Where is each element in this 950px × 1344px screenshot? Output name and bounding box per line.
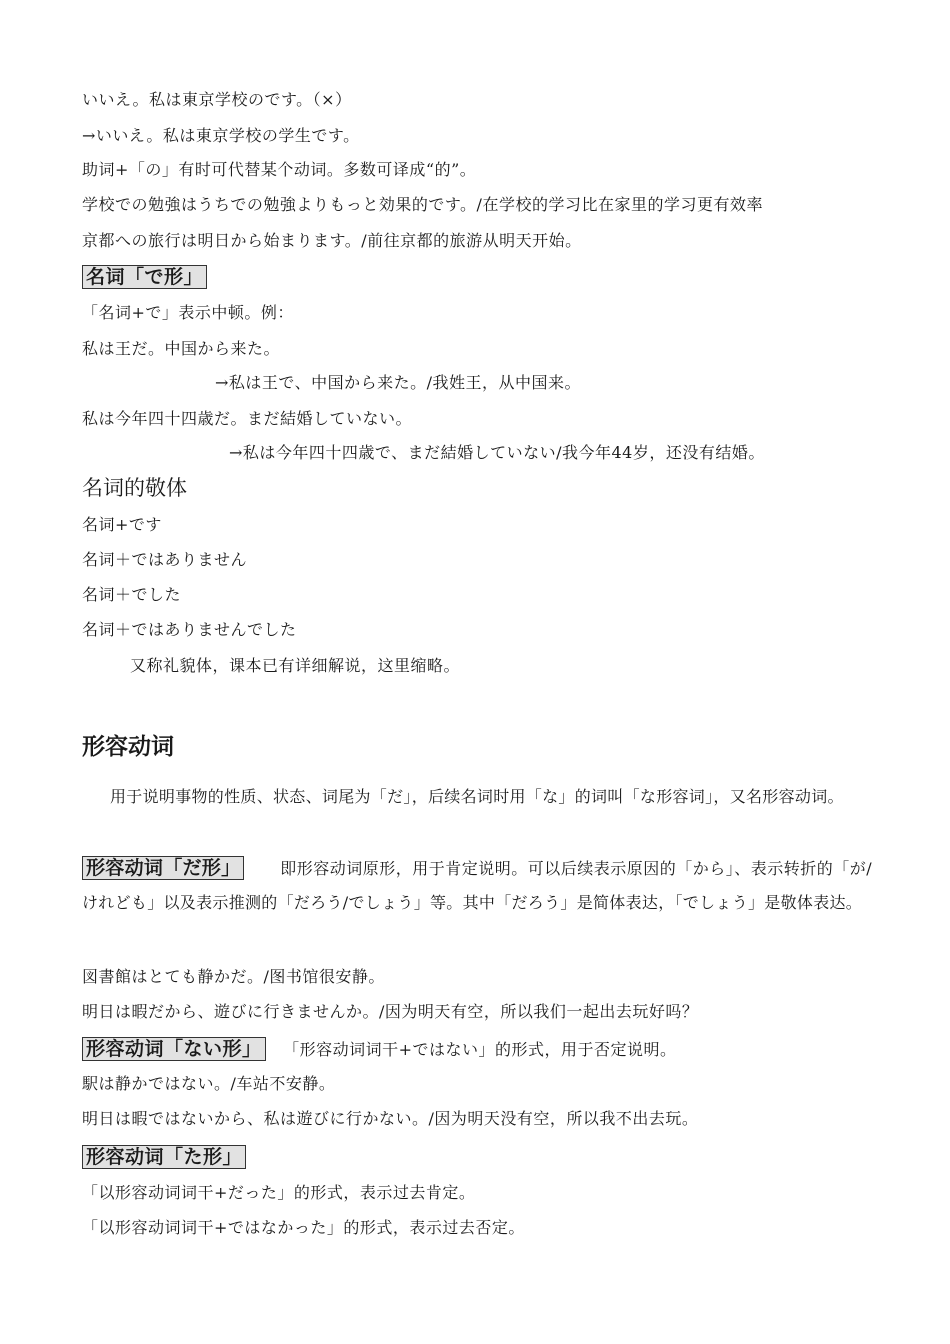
boxed-heading: 形容动词「ない形」 — [82, 1037, 266, 1061]
paragraph: 用于说明事物的性质、状态、词尾为「だ」，后续名词时用「な」的词叫「な形容词」，又名形容动词。 — [110, 787, 844, 806]
paragraph — [82, 852, 872, 920]
text-line: いいえ。私は東京学校のです。（×） — [82, 90, 352, 109]
text-line: 又称礼貌体，课本已有详细解说，这里缩略。 — [130, 656, 461, 675]
text-line: 「名词+で」表示中顿。例： — [82, 303, 294, 322]
text-line: →私は王で、中国から来た。/我姓王，从中国来。 — [215, 373, 581, 392]
section-heading — [82, 1145, 246, 1169]
text-line: 名词+です — [82, 515, 162, 534]
boxed-heading: 形容动词「た形」 — [82, 1145, 246, 1169]
boxed-heading: 形容动词「だ形」 — [82, 856, 244, 880]
description-text: 即形容动词原形，用于肯定说明。可以后续表示原因的「から」、表示转折的「が/けれども」以及表示推测的「だろう/でしょう」等。其中「だろう」是简体表达，「でしょう」是敬体表达。 — [82, 859, 872, 912]
text-line: 名词＋でした — [82, 585, 182, 604]
text-line: 私は王だ。中国から来た。 — [82, 339, 281, 358]
description-text: 「形容动词词干+ではない」的形式，用于否定说明。 — [283, 1040, 677, 1059]
text-line — [82, 1037, 677, 1061]
text-line: 京都への旅行は明日から始まります。/前往京都的旅游从明天开始。 — [82, 231, 582, 250]
text-line: 駅は静かではない。/车站不安静。 — [82, 1074, 336, 1093]
text-line: 名词＋ではありませんでした — [82, 620, 297, 639]
text-line: 「以形容动词词干+だった」的形式，表示过去肯定。 — [82, 1183, 476, 1202]
text-line: 助词+「の」有时可代替某个动词。多数可译成“的”。 — [82, 160, 477, 179]
text-line: 「以形容动词词干+ではなかった」的形式，表示过去否定。 — [82, 1218, 525, 1237]
text-line: →私は今年四十四歳で、まだ結婚していない/我今年44岁，还没有结婚。 — [229, 443, 765, 462]
text-line: 私は今年四十四歳だ。まだ結婚していない。 — [82, 409, 413, 428]
text-line: 明日は暇だから、遊びに行きませんか。/因为明天有空，所以我们一起出去玩好吗？ — [82, 1002, 699, 1021]
boxed-heading: 名词「で形」 — [82, 265, 207, 289]
section-title: 形容动词 — [82, 734, 174, 760]
text-line: →いいえ。私は東京学校の学生です。 — [82, 126, 360, 145]
text-line: 学校での勉強はうちでの勉強よりもっと効果的です。/在学校的学习比在家里的学习更有效率 — [82, 195, 763, 214]
section-heading — [82, 265, 207, 289]
text-line: 図書館はとても静かだ。/图书馆很安静。 — [82, 967, 385, 986]
text-line: 名词＋ではありません — [82, 550, 248, 569]
text-line: 明日は暇ではないから、私は遊びに行かない。/因为明天没有空，所以我不出去玩。 — [82, 1109, 699, 1128]
section-heading: 名词的敬体 — [82, 476, 187, 500]
